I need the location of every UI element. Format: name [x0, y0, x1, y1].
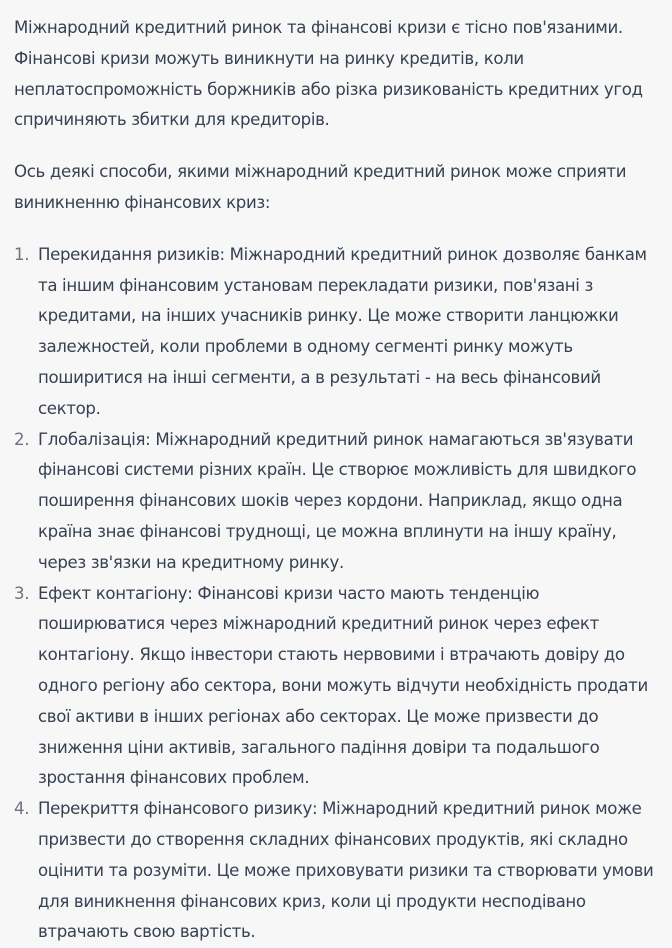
- list-number: 2.: [14, 429, 30, 449]
- list-item-text: Глобалізація: Міжнародний кредитний ринок намагаються зв'язувати фінансові системи різних країн. Це створює можливість для швидкого поширення фінансових шоків через кордони. Наприклад, якщо одна країна знає фінансові труднощі, це можна вплинути на іншу країну, через зв'язки на кредитному ринку.: [38, 429, 637, 572]
- list-item-text: Перекриття фінансового ризику: Міжнародний кредитний ринок може призвести до створення складних фінансових продуктів, які складно оцінити та розуміти. Це може приховувати ризики та створювати умови для виникнення фінансових криз, коли ці продукти несподівано втрачають свою вартість.: [38, 799, 654, 942]
- lead-in-paragraph: Ось деякі способи, якими міжнародний кредитний ринок може сприяти виникненню фінансових криз:: [14, 162, 627, 212]
- list-item: [14, 794, 658, 948]
- list-item-text: Перекидання ризиків: Міжнародний кредитний ринок дозволяє банкам та іншим фінансовим установам перекладати ризики, пов'язані з кредитами, на інших учасників ринку. Це може створити ланцюжки залежностей, коли проблеми в одному сегменті ринку можуть поширитися на інші сегменти, а в результаті - на весь фінансовий сектор.: [38, 244, 647, 418]
- list-number: 3.: [14, 583, 30, 603]
- list-item: [14, 579, 658, 795]
- list-number: 1.: [14, 244, 30, 264]
- list-item: [14, 240, 658, 425]
- list-item: [14, 425, 658, 579]
- list-number: 4.: [14, 799, 30, 819]
- list-item-text: Ефект контагіону: Фінансові кризи часто мають тенденцію поширюватися через міжнародний кредитний ринок через ефект контагіону. Якщо інвестори стають нервовими і втрачають довіру до одного регіону або сектора, вони можуть відчути необхідність продати свої активи в інших регіонах або секторах. Це може призвести до зниження ціни активів, загального падіння довіри та подальшого зростання фінансових проблем.: [38, 583, 648, 788]
- intro-paragraph: Міжнародний кредитний ринок та фінансові кризи є тісно пов'язаними. Фінансові кризи можуть виникнути на ринку кредитів, коли неплатоспроможність боржників або різка ризикованість кредитних угод спричиняють збитки для кредиторів.: [14, 18, 643, 130]
- numbered-list: [14, 240, 658, 948]
